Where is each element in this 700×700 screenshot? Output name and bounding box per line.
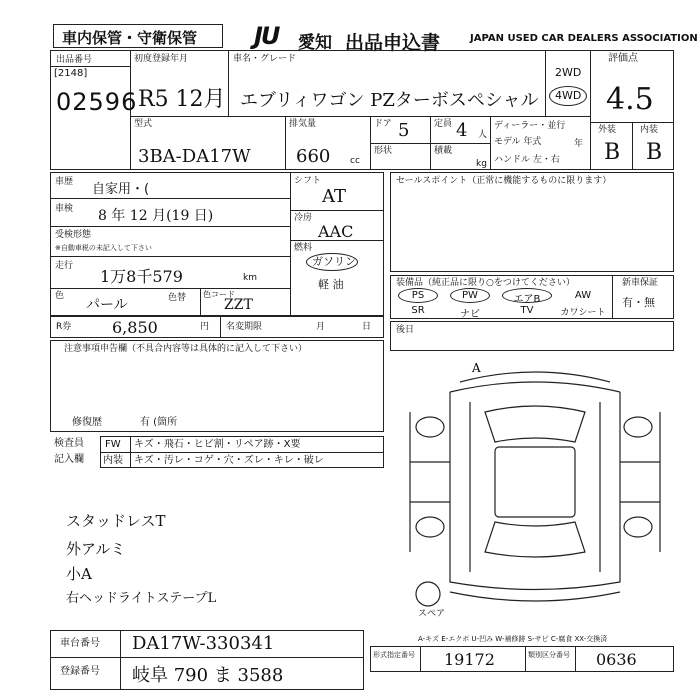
fuel-gasoline: ガソリン (312, 255, 356, 268)
usage-value: 自家用・( (92, 182, 150, 197)
load-unit: kg (476, 159, 487, 169)
load-label: 積載 (434, 146, 453, 156)
logo-name: 愛知 (298, 33, 332, 53)
interior-label: 内装 (640, 125, 659, 135)
exterior-grade: B (604, 140, 621, 165)
class-number-label: 類別区分番号 (528, 651, 570, 659)
capacity-unit: 人 (478, 130, 488, 140)
recycle-unit: 円 (200, 322, 210, 332)
expiry-day: 日 (362, 322, 372, 332)
document-title: 出品申込書 (345, 32, 441, 54)
equip-tv: TV (520, 305, 534, 316)
drive-2wd: 2WD (555, 66, 582, 79)
recycle-label: R券 (56, 322, 72, 332)
drive-4wd: 4WD (555, 89, 582, 102)
association-name: JAPAN USED CAR DEALERS ASSOCIATION (470, 33, 698, 44)
after-day-box (390, 321, 674, 351)
class-number-value: 0636 (596, 650, 637, 669)
inspection-label: 車検 (55, 204, 74, 214)
shape-label: 形状 (374, 146, 393, 156)
fuel-diesel: 軽 油 (318, 278, 344, 291)
lot-number: 02596 (56, 88, 138, 116)
model-label: 型式 (134, 119, 153, 129)
new-car-warranty-label: 新車保証 (622, 278, 659, 288)
inspection-value: 8 年 12 月(19 日) (98, 208, 214, 224)
capacity-value: 4 (456, 120, 468, 141)
color-code-label: 色コード (203, 290, 235, 299)
lot-sub-number: [2148] (54, 68, 88, 79)
grade-score: 4.5 (606, 82, 654, 117)
sales-points-box (390, 172, 674, 272)
model-value: 3BA-DA17W (138, 146, 251, 167)
mileage-unit: km (243, 273, 257, 283)
dealer-label: ディーラー・並行 (494, 121, 566, 131)
grade-label: 評価点 (608, 53, 638, 64)
plate-label: 登録番号 (60, 666, 100, 677)
fw-label: FW (105, 439, 121, 450)
mileage-label: 走行 (55, 261, 74, 271)
exterior-label: 外装 (598, 125, 617, 135)
recycle-value: 6,850 (112, 318, 158, 337)
usage-label: 車歴 (55, 177, 74, 187)
displacement-unit: cc (350, 156, 360, 166)
equip-pw: PW (462, 290, 478, 301)
spare-label: スペア (418, 609, 446, 619)
handle-label: ハンドル 左・右 (494, 155, 560, 165)
repair-label: 修復歴 (72, 417, 102, 428)
repair-value: 有 (箇所 (140, 417, 178, 428)
interior-items: キズ・汚レ・コゲ・穴・ズレ・キレ・破レ (134, 455, 324, 466)
color-value: パール (86, 297, 128, 313)
first-reg-label: 初度登録年月 (134, 54, 189, 64)
equipment-label: 装備品（純正品に限り○をつけてください） (396, 278, 575, 288)
inspector-label: 検査員 (54, 438, 84, 449)
model-year-label: モデル 年式 (494, 137, 542, 147)
shift-label: シフト (294, 176, 322, 186)
notes-label: 注意事項申告欄（不具合内容等は具体的に記入して下さい） (64, 344, 308, 354)
doors-value: 5 (398, 120, 410, 141)
receipt-note: ※自動車税の未記入して下さい (55, 244, 152, 252)
plate-value: 岐阜 790 ま 3588 (132, 665, 284, 686)
expiry-label: 名変期限 (226, 322, 263, 332)
receipt-label: 受検形態 (55, 230, 92, 240)
mileage-value: 1万8千579 (100, 267, 183, 286)
equip-sr: SR (411, 305, 425, 316)
displacement-label: 排気量 (289, 119, 317, 129)
chassis-label: 車台番号 (60, 638, 100, 649)
damage-marker: A (472, 361, 481, 375)
ac-label: 冷房 (294, 213, 313, 223)
doors-label: ドア (374, 119, 392, 129)
lot-label: 出品番号 (56, 55, 93, 65)
ac-value: AAC (318, 222, 354, 241)
first-reg-value: R5 12月 (138, 87, 226, 112)
equip-navi: ナビ (460, 309, 480, 320)
interior-entry-label: 内装 (103, 455, 123, 466)
handwritten-note-2: 外アルミ (66, 540, 126, 558)
color-label: 色 (55, 291, 65, 301)
storage-label: 車内保管・守衛保管 (62, 29, 198, 47)
interior-grade: B (646, 140, 663, 165)
handwritten-note-3: 小A (66, 565, 92, 583)
sales-points-label: セールスポイント（正常に機能するものに限ります） (396, 176, 612, 186)
form-number-label: 形式指定番号 (373, 651, 415, 659)
color-code-value: ZZT (224, 297, 253, 313)
equip-airbag: エアB (513, 294, 541, 305)
vehicle-name-label: 車名・グレード (233, 54, 297, 64)
entry-label: 記入欄 (54, 454, 84, 465)
expiry-month: 月 (316, 322, 326, 332)
shift-value: AT (322, 186, 347, 207)
displacement-value: 660 (296, 146, 331, 167)
color-swap-label: 色替 (168, 293, 187, 303)
handwritten-note-4: 右ヘッドライトステープL (66, 591, 217, 606)
form-number-value: 19172 (444, 650, 495, 669)
ju-logo: JU (254, 22, 279, 50)
car-damage-diagram (390, 352, 680, 627)
chassis-value: DA17W-330341 (132, 633, 275, 654)
damage-legend: A-キズ E-エクボ U-凹み W-補修跡 S-サビ C-腐食 XX-交換済 (418, 635, 608, 643)
equip-ps: PS (411, 290, 425, 301)
capacity-label: 定員 (434, 119, 453, 129)
year-unit: 年 (574, 139, 584, 149)
fuel-label: 燃料 (294, 243, 313, 253)
fw-items: キズ・飛石・ヒビ割・リペア跡・X要 (134, 439, 301, 450)
after-day-label: 後日 (396, 325, 415, 335)
equip-aw: AW (574, 290, 592, 301)
equip-seat: カワシート (560, 308, 606, 318)
vehicle-name-value: エブリィワゴン PZターボスペシャル (240, 90, 539, 111)
recycle-row (50, 316, 384, 338)
storage-label-box (53, 24, 223, 48)
handwritten-note-1: スタッドレスT (66, 512, 166, 530)
new-car-warranty-value: 有・無 (622, 296, 655, 309)
